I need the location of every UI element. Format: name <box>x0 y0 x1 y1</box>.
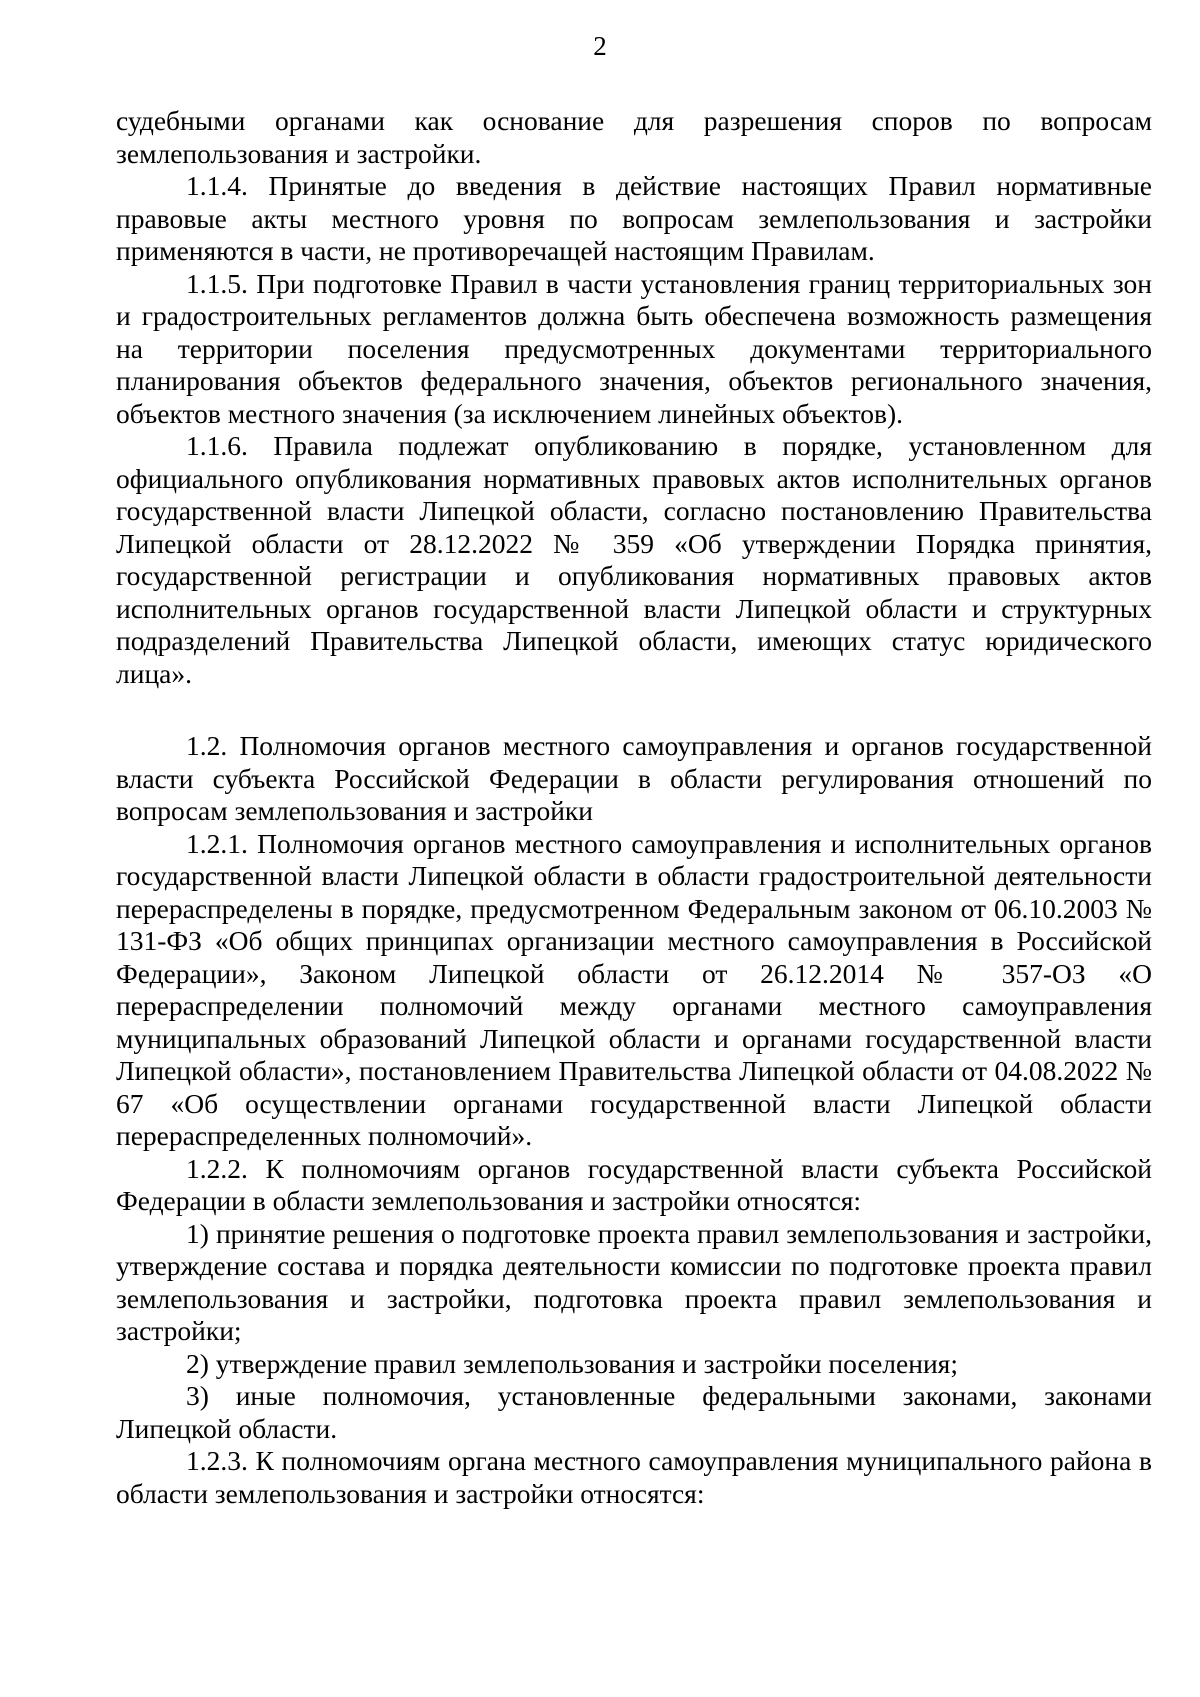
paragraph-1-2-1: 1.2.1. Полномочия органов местного самоуправления и исполнительных органов государственной власти Липецкой области в области градостроительной деятельности перераспределены в порядке, предусмотренном Федеральным законом от 06.10.2003 № 131-ФЗ «Об общих принципах организации местного самоуправления в Российской Федерации», Законом Липецкой области от 26.12.2014 № 357-ОЗ «О перераспределении полномочий между органами местного самоуправления муниципальных образований Липецкой области и органами государственной власти Липецкой области», постановлением Правительства Липецкой области от 04.08.2022 № 67 «Об осуществлении органами государственной власти Липецкой области перераспределенных полномочий». <box>116 827 1152 1151</box>
list-item-2: 2) утверждение правил землепользования и застройки поселения; <box>186 1347 958 1379</box>
document-body <box>116 105 1152 1510</box>
paragraph-1-2-3: 1.2.3. К полномочиям органа местного самоуправления муниципального района в области землепользования и застройки относятся: <box>116 1445 1152 1509</box>
list-item-3: 3) иные полномочия, установленные федеральными законами, законами Липецкой области. <box>116 1380 1152 1444</box>
paragraph-1-1-5: 1.1.5. При подготовке Правил в части установления границ территориальных зон и градостроительных регламентов должна быть обеспечена возможность размещения на территории поселения предусмотренных документами территориального планирования объектов федерального значения, объектов регионального значения, объектов местного значения (за исключением линейных объектов). <box>116 267 1152 429</box>
paragraph-1-1-4: 1.1.4. Принятые до введения в действие настоящих Правил нормативные правовые акты местного уровня по вопросам землепользования и застройки применяются в части, не противоречащей настоящим Правилам. <box>116 170 1152 266</box>
list-item-1: 1) принятие решения о подготовке проекта правил землепользования и застройки, утверждение состава и порядка деятельности комиссии по подготовке проекта правил землепользования и застройки, подготовка проекта правил землепользования и застройки; <box>116 1217 1152 1346</box>
section-heading-1-2: 1.2. Полномочия органов местного самоуправления и органов государственной власти субъекта Российской Федерации в области регулирования отношений по вопросам землепользования и застройки <box>116 730 1152 826</box>
paragraph-continuation: судебными органами как основание для разрешения споров по вопросам землепользования и застройки. <box>116 105 1152 169</box>
paragraph-1-2-2: 1.2.2. К полномочиям органов государственной власти субъекта Российской Федерации в области землепользования и застройки относятся: <box>116 1152 1152 1216</box>
paragraph-1-1-6: 1.1.6. Правила подлежат опубликованию в порядке, установленном для официального опубликования нормативных правовых актов исполнительных органов государственной власти Липецкой области, согласно постановлению Правительства Липецкой области от 28.12.2022 № 359 «Об утверждении Порядка принятия, государственной регистрации и опубликования нормативных правовых актов исполнительных органов государственной власти Липецкой области и структурных подразделений Правительства Липецкой области, имеющих статус юридического лица». <box>116 430 1152 689</box>
page-number: 2 <box>593 31 607 61</box>
